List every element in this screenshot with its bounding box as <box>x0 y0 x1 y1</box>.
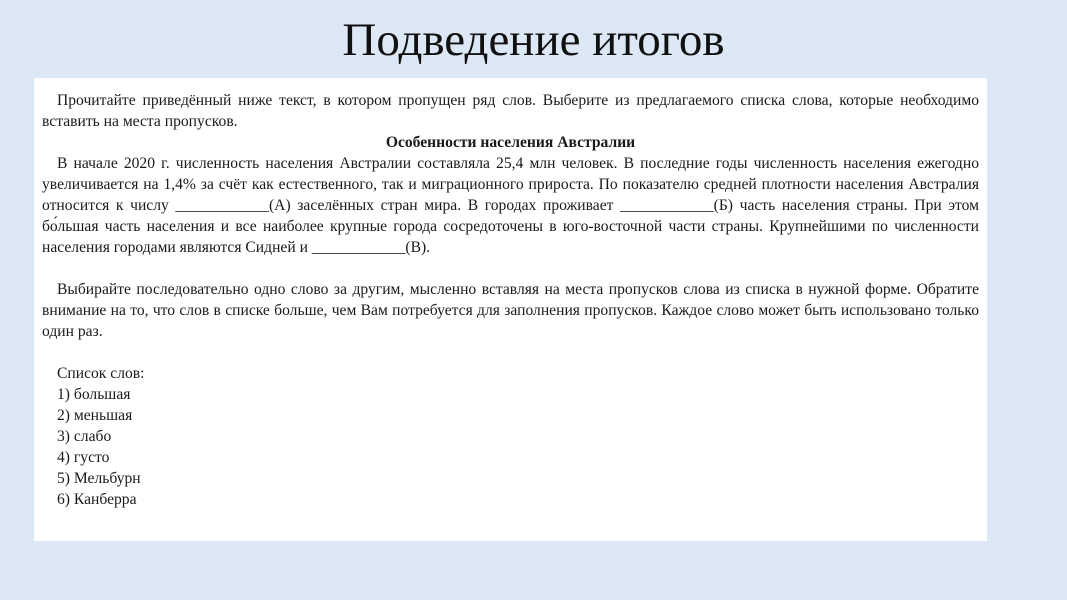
spacer <box>42 258 979 279</box>
word-list <box>42 384 979 510</box>
list-item: 5) Мельбурн <box>57 470 141 487</box>
list-item: 4) густо <box>57 449 110 466</box>
task-instructions: Выбирайте последовательно одно слово за другим, мысленно вставляя на места пропусков слова из списка в нужной форме. Обратите внимание на то, что слов в списке больше, чем Вам потребуется для заполнения пропусков. Каждое слово может быть использовано только один раз. <box>42 281 979 340</box>
task-intro: Прочитайте приведённый ниже текст, в котором пропущен ряд слов. Выберите из предлагаемого списка слова, которые необходимо вставить на места пропусков. <box>42 92 979 130</box>
list-item: 1) большая <box>57 386 131 403</box>
list-item: 6) Канберра <box>57 491 137 508</box>
task-text-panel <box>34 78 987 541</box>
text-heading: Особенности населения Австралии <box>385 134 636 151</box>
spacer <box>42 342 979 363</box>
word-list-title: Список слов: <box>57 365 145 382</box>
text-body: В начале 2020 г. численность населения Австралии составляла 25,4 млн человек. В последние годы численность населения ежегодно увеличивается на 1,4% за счёт как естественного, так и миграционного прироста. По показателю средней плотности населения Австралия относится к числу ____________(А) заселённых стран мира. В городах проживает ____________(Б) часть населения страны. При этом бо́льшая часть населения и все наиболее крупные города сосредоточены в юго-восточной части страны. Крупнейшими по численности населения городами являются Сидней и ____________(В). <box>42 155 979 256</box>
list-item: 2) меньшая <box>57 407 133 424</box>
list-item: 3) слабо <box>57 428 112 445</box>
slide-title: Подведение итогов <box>342 14 725 66</box>
